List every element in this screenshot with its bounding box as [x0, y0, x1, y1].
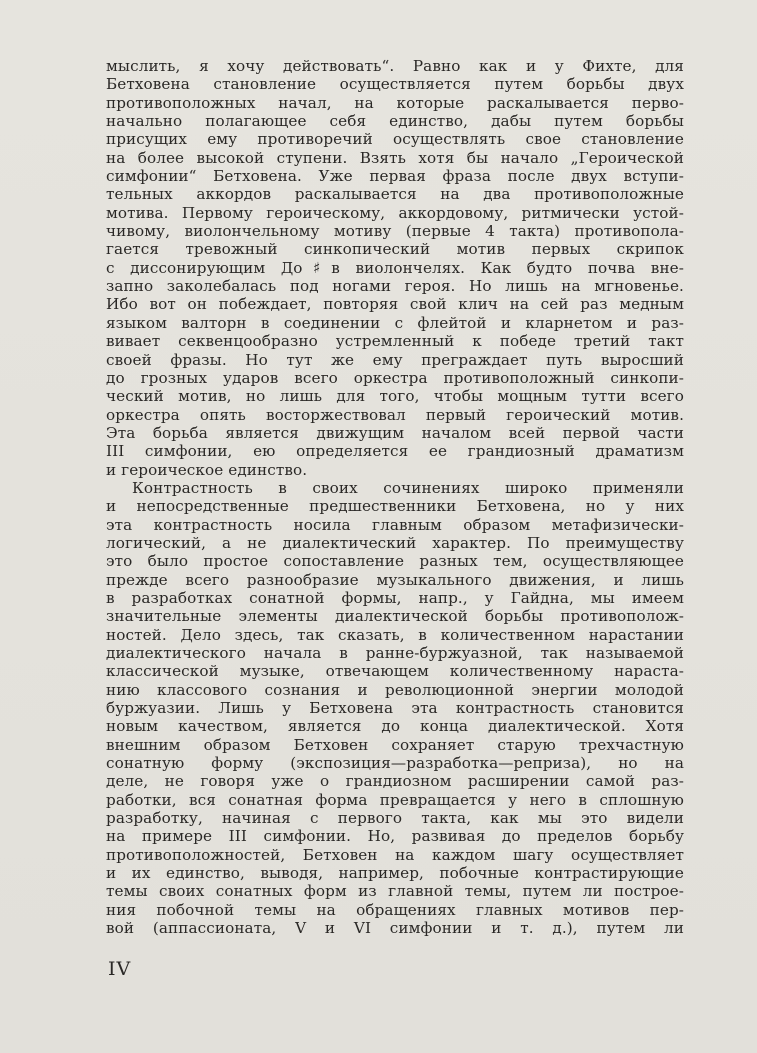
text-line: нию классового сознания и революционной энергии молодой — [106, 680, 684, 699]
text-line: логический, а не диалектический характер. По преимуществу — [106, 533, 684, 552]
text-line: значительные элементы диалектической борьбы противополож- — [106, 607, 684, 626]
text-line: чивому, виолончельному мотиву (первые 4 такта) противопола- — [106, 222, 684, 241]
text-line: на более высокой ступени. Взять хотя бы начало „Героической — [106, 148, 684, 167]
text-line: тельных аккордов раскалывается на два противоположные — [106, 185, 684, 204]
text-line: гается тревожный синкопический мотив первых скрипок — [106, 240, 684, 259]
text-line: Эта борьба является движущим началом всей первой части — [106, 423, 684, 442]
text-line: на примере III симфонии. Но, развивая до пределов борьбу — [106, 827, 684, 846]
text-line: Ибо вот он побеждает, повторяя свой клич на сей раз медным — [106, 295, 684, 314]
text-line: темы своих сонатных форм из главной темы, путем ли построе- — [106, 882, 684, 901]
text-line: с диссонирующим До♯в виолончелях. Как будто почва вне- — [106, 258, 684, 277]
text-line: внешним образом Бетховен сохраняет старую трехчастную — [106, 735, 684, 754]
text-line: и их единство, выводя, например, побочные контрастирующие — [106, 864, 684, 883]
text-line: деле, не говоря уже о грандиозном расширении самой раз- — [106, 772, 684, 791]
text-line: и непосредственные предшественники Бетховена, но у них — [106, 497, 684, 516]
text-line: и героическое единство. — [106, 460, 308, 479]
text-line: присущих ему противоречий осуществлять свое становление — [106, 130, 684, 149]
text-line: сонатную форму (экспозиция—разработка—реприза), но на — [106, 754, 684, 773]
text-line: работки, вся сонатная форма превращается у него в сплошную — [106, 790, 684, 809]
text-line: прежде всего разнообразие музыкального движения, и лишь — [106, 570, 684, 589]
text-line: диалектического начала в ранне-буржуазной, так называемой — [106, 644, 684, 662]
text-line: своей фразы. Но тут же ему преграждает путь выросший — [106, 350, 684, 369]
text-line: языком валторн в соединении с флейтой и кларнетом и раз- — [106, 313, 684, 332]
text-line: до грозных ударов всего оркестра противоположный синкопи- — [106, 368, 684, 387]
paragraph-first-line: Контрастность в своих сочинениях широко применяли — [132, 478, 684, 497]
text-line: начально полагающее себя единство, дабы путем борьбы — [106, 112, 684, 131]
text-line: новым качеством, является до конца диалектической. Хотя — [106, 717, 684, 736]
text-line: противоположностей, Бетховен на каждом шагу осуществляет — [106, 845, 684, 864]
text-line: эта контрастность носила главным образом метафизически- — [106, 515, 684, 534]
text-line: ния побочной темы на обращениях главных мотивов пер- — [106, 900, 684, 919]
text-line: ностей. Дело здесь, так сказать, в количественном нарастании — [106, 625, 684, 644]
text-line: оркестра опять восторжествовал первый героический мотив. — [106, 405, 684, 424]
body-text — [106, 57, 684, 938]
text-line: III симфонии, ею определяется ее грандиозный драматизм — [106, 442, 684, 461]
text-line: симфонии“ Бетховена. Уже первая фраза после двух вступи- — [106, 167, 684, 186]
text-line: мыслить, я хочу действовать“. Равно как и у Фихте, для — [106, 57, 684, 75]
text-line: классической музыке, отвечающем количественному нараста- — [106, 662, 684, 681]
text-line: разработку, начиная с первого такта, как мы это видели — [106, 809, 684, 828]
text-line: мотива. Первому героическому, аккордовому, ритмически устой- — [106, 203, 684, 222]
text-line: в разработках сонатной формы, напр., у Гайдна, мы имеем — [106, 588, 684, 607]
text-line: запно заколебалась под ногами героя. Но лишь на мгновенье. — [106, 277, 684, 296]
text-line: противоположных начал, на которые раскалывается перво- — [106, 93, 684, 112]
page-number: IV — [108, 958, 132, 980]
text-line: ческий мотив, но лишь для того, чтобы мощным тутти всего — [106, 387, 684, 406]
text-line: вой (аппассионата, V и VI симфонии и т. д.), путем ли — [106, 919, 684, 938]
text-line: Бетховена становление осуществляется путем борьбы двух — [106, 75, 684, 94]
text-line: это было простое сопоставление разных тем, осуществляющее — [106, 552, 684, 571]
text-line: буржуазии. Лишь у Бетховена эта контрастность становится — [106, 699, 684, 718]
text-line: вивает секвенцообразно устремленный к победе третий такт — [106, 332, 684, 351]
